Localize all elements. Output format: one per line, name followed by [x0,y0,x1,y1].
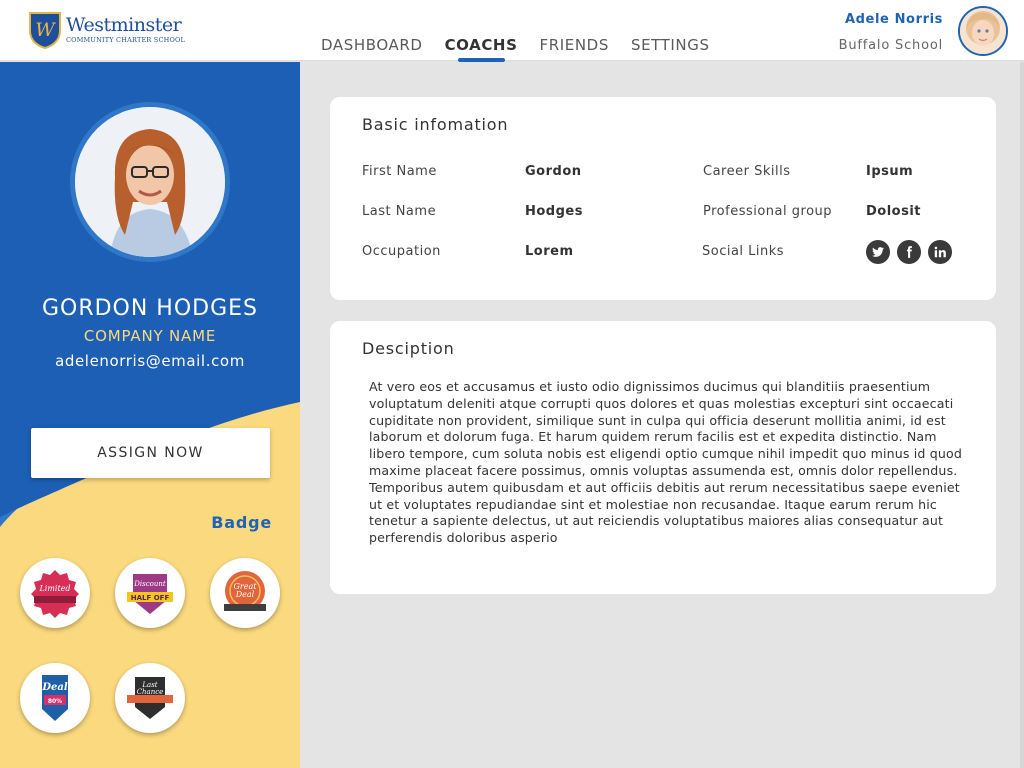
svg-text:Great: Great [233,582,257,591]
coach-portrait-icon [75,107,225,257]
profile-sidebar [0,62,300,768]
badge-half-off[interactable] [115,558,185,628]
svg-text:Discount: Discount [134,580,166,588]
social-links-label: Social Links [702,244,785,259]
svg-text:Chance: Chance [136,688,164,696]
career-skills-label: Career Skills [703,164,791,179]
great-deal-badge-icon [218,566,272,620]
badge-special-offers[interactable] [20,663,90,733]
description-title: Desciption [362,339,455,358]
logo-title: Westminster [66,14,182,37]
last-name-value: Hodges [525,204,583,219]
svg-text:Deal: Deal [235,590,255,599]
badge-section-title: Badge [211,513,272,532]
twitter-link[interactable] [866,240,890,264]
last-name-label: Last Name [362,204,437,219]
svg-text:80%: 80% [47,698,63,705]
svg-text:Deal: Deal [42,682,68,693]
nav-friends[interactable]: FRIENDS [539,36,609,54]
badge-great-deal[interactable] [210,558,280,628]
description-text: At vero eos et accusamus et iusto odio dignissimos ducimus qui blanditiis praesentium voluptatum deleniti atque corrupti quos dolores et quas molestias excepturi sint occaecati cupiditate non provident, similique sunt in culpa qui officia deserunt mollitia animi, id est laborum et dolorum fuga. Et harum quidem rerum facilis est et expedita distinctio. Nam libero tempore, cum soluta nobis est eligendi optio cumque nihil impedit quo minus id quod maxime placeat facere possimus, omnis voluptas assumenda est, omnis dolor repellendus. Temporibus autem quibusdam et aut officiis debitis aut rerum necessitatibus saepe eveniet ut et voluptates repudiandae sint et molestiae non recusandae. Itaque earum rerum hic tenetur a sapiente delectus, ut aut reiciendis voluptatibus maiores alias consequatur aut perferendis doloribus asperio [369,379,963,546]
svg-text:Limited: Limited [39,584,71,593]
basic-info-card [330,97,996,300]
main-nav [321,36,732,54]
nav-dashboard[interactable]: DASHBOARD [321,36,423,54]
basic-info-title: Basic infomation [362,115,509,134]
logo-emblem-letter: W [35,19,55,41]
nav-settings[interactable]: SETTINGS [630,36,710,54]
linkedin-icon [933,245,947,259]
logo-text [66,16,185,44]
twitter-icon [871,245,885,259]
linkedin-link[interactable] [928,240,952,264]
user-avatar[interactable] [958,6,1008,56]
profile-photo[interactable] [70,102,230,262]
page-scrollbar[interactable] [1020,62,1024,768]
description-card [330,321,996,594]
profile-email[interactable]: adelenorris@email.com [55,352,245,370]
first-name-label: First Name [362,164,437,179]
svg-text:HALF OFF: HALF OFF [130,594,170,602]
badge-last-chance[interactable] [115,663,185,733]
badge-limited-offer[interactable] [20,558,90,628]
nav-coachs[interactable]: COACHS [444,36,518,54]
child-avatar-photo-icon [960,8,1006,54]
logo-subtitle: COMMUNITY CHARTER SCHOOL [66,36,186,45]
current-user-name[interactable]: Adele Norris [844,12,943,27]
occupation-label: Occupation [362,244,441,259]
professional-group-label: Professional group [703,204,833,219]
facebook-link[interactable] [897,240,921,264]
career-skills-value: Ipsum [866,164,914,179]
professional-group-value: Dolosit [866,204,922,219]
profile-name: GORDON HODGES [41,296,259,321]
special-offers-deal-badge-icon [28,671,82,725]
last-chance-badge-icon [123,671,177,725]
westminster-logo[interactable] [28,11,185,49]
facebook-icon [902,245,916,259]
company-name: COMPANY NAME [83,327,217,345]
occupation-value: Lorem [525,244,574,259]
school-shield-icon [28,11,62,49]
current-user-school: Buffalo School [838,38,943,53]
first-name-value: Gordon [525,164,582,179]
limited-time-offer-badge-icon [28,566,82,620]
assign-now-button[interactable]: ASSIGN NOW [31,428,270,478]
top-header [0,0,1024,61]
svg-text:Last: Last [142,681,158,689]
half-off-discount-badge-icon [123,566,177,620]
